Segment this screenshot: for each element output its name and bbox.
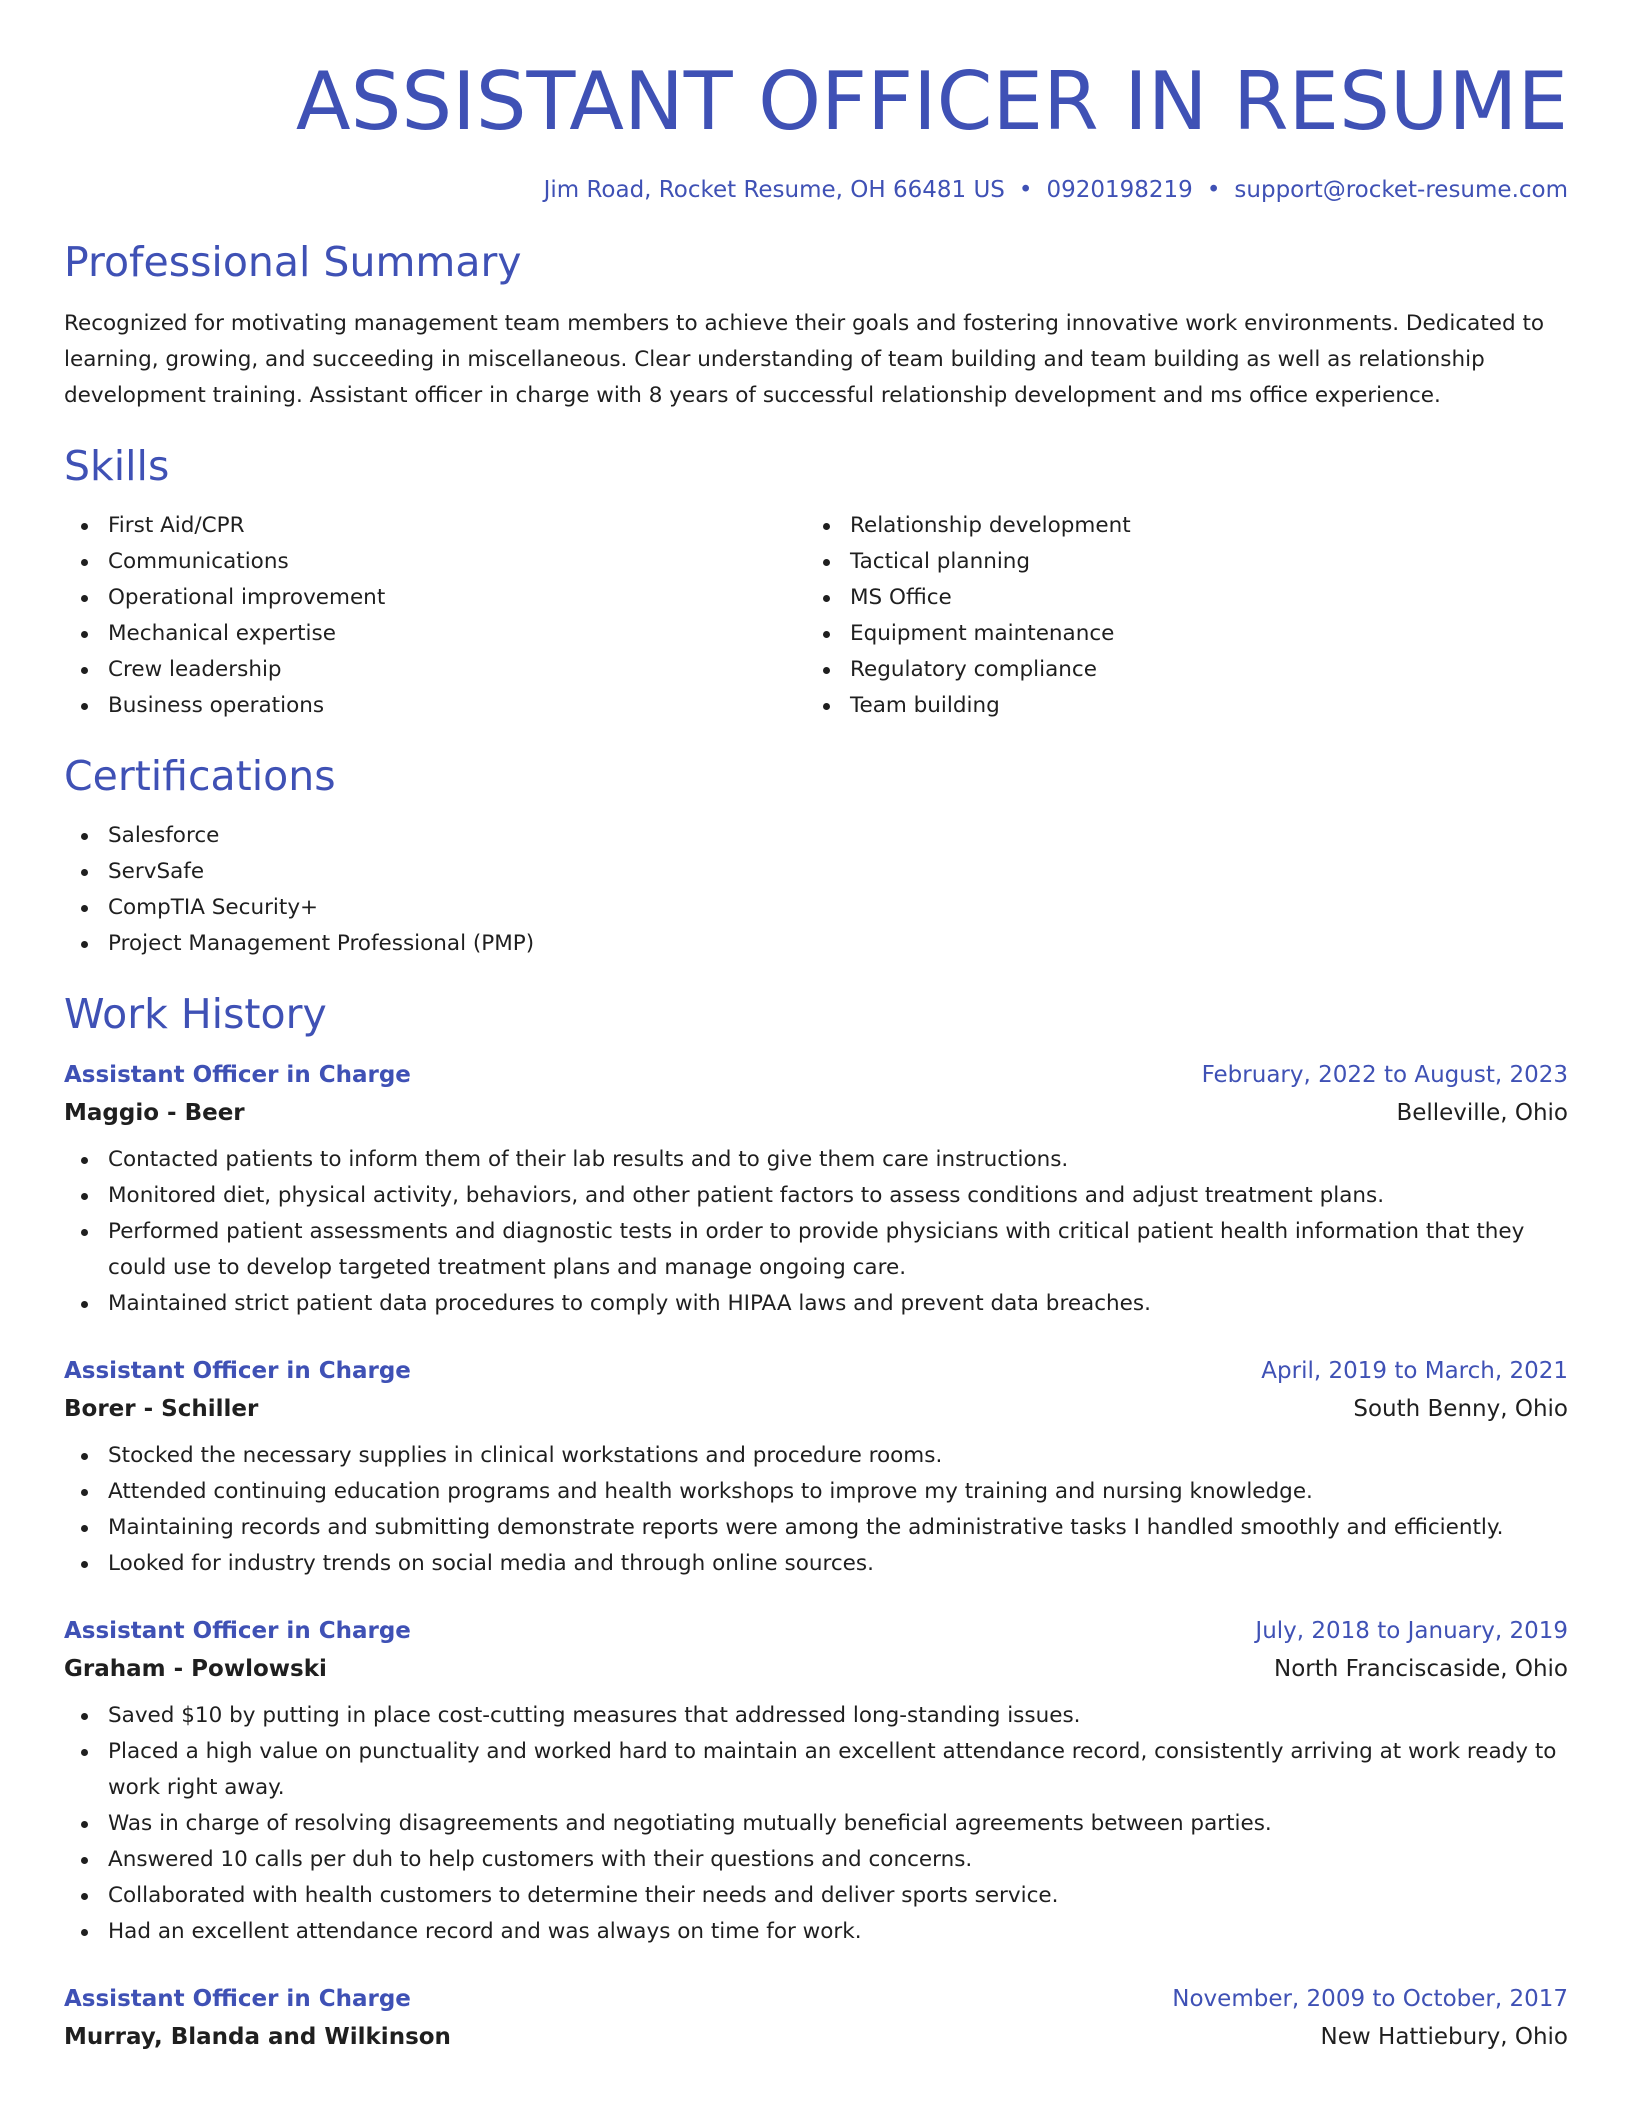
job-location: Belleville, Ohio [1396, 1100, 1568, 1126]
certifications-section [64, 748, 1568, 962]
job-dates: April, 2019 to March, 2021 [1261, 1358, 1568, 1384]
contact-phone: 0920198219 [1046, 177, 1193, 203]
job-location: New Hattiebury, Ohio [1320, 2024, 1568, 2050]
job-duty-item: Monitored diet, physical activity, behaviors, and other patient factors to assess conditions and adjust treatment plans. [64, 1178, 1568, 1214]
job-dates: February, 2022 to August, 2023 [1201, 1062, 1568, 1088]
skills-grid [64, 508, 1568, 724]
skill-item: First Aid/CPR [64, 508, 806, 544]
resume-name: ASSISTANT OFFICER IN RESUME [295, 55, 1568, 148]
certification-item: Salesforce [64, 818, 1568, 854]
skill-item: MS Office [806, 580, 1548, 616]
certification-item: Project Management Professional (PMP) [64, 926, 1568, 962]
job-dates: July, 2018 to January, 2019 [1255, 1618, 1568, 1644]
contact-address: Jim Road, Rocket Resume, OH 66481 US [543, 177, 1005, 203]
job-duty-item: Was in charge of resolving disagreements and negotiating mutually beneficial agreements between parties. [64, 1806, 1568, 1842]
job-duty-item: Collaborated with health customers to determine their needs and deliver sports service. [64, 1878, 1568, 1914]
job-company-row [64, 2018, 1568, 2056]
job-duty-item: Attended continuing education programs and health workshops to improve my training and nursing knowledge. [64, 1474, 1568, 1510]
contact-line [64, 174, 1568, 206]
job-title: Assistant Officer in Charge [64, 1618, 411, 1644]
job-title-row [64, 1612, 1568, 1650]
job-dates: November, 2009 to October, 2017 [1172, 1986, 1568, 2012]
job-company: Maggio - Beer [64, 1100, 245, 1126]
skills-left-column [64, 508, 806, 724]
skill-item: Equipment maintenance [806, 616, 1548, 652]
skill-item: Mechanical expertise [64, 616, 806, 652]
job-duty-item: Performed patient assessments and diagnostic tests in order to provide physicians with critical patient health information that they could use to develop targeted treatment plans and manage ongoing care. [64, 1214, 1568, 1286]
job-title-row [64, 1056, 1568, 1094]
skill-item: Regulatory compliance [806, 652, 1548, 688]
summary-text: Recognized for motivating management team members to achieve their goals and fostering innovative work environments. Dedicated to learning, growing, and succeeding in miscellaneous. Clear understanding of team building and team building as well as relationship development training. Assistant officer in charge with 8 years of successful relationship development and ms office experience. [64, 311, 1545, 408]
skill-item: Crew leadership [64, 652, 806, 688]
job-company-row [64, 1094, 1568, 1132]
resume-header [64, 0, 1568, 206]
skill-item: Tactical planning [806, 544, 1548, 580]
job-duty-item: Maintaining records and submitting demonstrate reports were among the administrative tasks I handled smoothly and efficiently. [64, 1510, 1568, 1546]
skill-item: Communications [64, 544, 806, 580]
certification-item: ServSafe [64, 854, 1568, 890]
job-duty-item: Placed a high value on punctuality and worked hard to maintain an excellent attendance record, consistently arriving at work ready to work right away. [64, 1734, 1568, 1806]
job-duty-item: Had an excellent attendance record and was always on time for work. [64, 1914, 1568, 1950]
work-history-section [64, 986, 1568, 2056]
contact-email[interactable]: support@rocket-resume.com [1234, 177, 1568, 203]
summary-heading: Professional Summary [64, 238, 522, 286]
certifications-list [64, 818, 1568, 962]
job-title: Assistant Officer in Charge [64, 1986, 411, 2012]
job-entry [64, 1612, 1568, 1950]
job-company-row [64, 1390, 1568, 1428]
job-duty-item: Saved $10 by putting in place cost-cutting measures that addressed long-standing issues. [64, 1698, 1568, 1734]
contact-separator: • [1206, 177, 1221, 203]
certifications-heading: Certifications [64, 752, 336, 800]
job-list [64, 1056, 1568, 2056]
job-duty-item: Maintained strict patient data procedures to comply with HIPAA laws and prevent data breaches. [64, 1286, 1568, 1322]
job-location: South Benny, Ohio [1353, 1396, 1568, 1422]
job-duties-list [64, 1438, 1568, 1582]
certification-item: CompTIA Security+ [64, 890, 1568, 926]
work-history-heading: Work History [64, 990, 327, 1038]
job-title-row [64, 1352, 1568, 1390]
job-title: Assistant Officer in Charge [64, 1062, 411, 1088]
skill-item: Operational improvement [64, 580, 806, 616]
job-entry [64, 1352, 1568, 1582]
skills-heading: Skills [64, 442, 170, 490]
job-duties-list [64, 1698, 1568, 1950]
contact-separator: • [1018, 177, 1033, 203]
job-location: North Franciscaside, Ohio [1274, 1656, 1568, 1682]
skills-section [64, 438, 1568, 724]
skills-right-column [806, 508, 1548, 724]
job-duty-item: Stocked the necessary supplies in clinical workstations and procedure rooms. [64, 1438, 1568, 1474]
job-company: Borer - Schiller [64, 1396, 259, 1422]
job-company: Graham - Powlowski [64, 1656, 327, 1682]
skill-item: Team building [806, 688, 1548, 724]
job-duty-item: Answered 10 calls per duh to help customers with their questions and concerns. [64, 1842, 1568, 1878]
skill-item: Relationship development [806, 508, 1548, 544]
job-duties-list [64, 1142, 1568, 1322]
job-title: Assistant Officer in Charge [64, 1358, 411, 1384]
summary-section [64, 234, 1568, 414]
job-company-row [64, 1650, 1568, 1688]
job-title-row [64, 1980, 1568, 2018]
job-entry [64, 1980, 1568, 2056]
job-duty-item: Contacted patients to inform them of their lab results and to give them care instructions. [64, 1142, 1568, 1178]
job-entry [64, 1056, 1568, 1322]
skill-item: Business operations [64, 688, 806, 724]
job-duty-item: Looked for industry trends on social media and through online sources. [64, 1546, 1568, 1582]
job-company: Murray, Blanda and Wilkinson [64, 2024, 451, 2050]
